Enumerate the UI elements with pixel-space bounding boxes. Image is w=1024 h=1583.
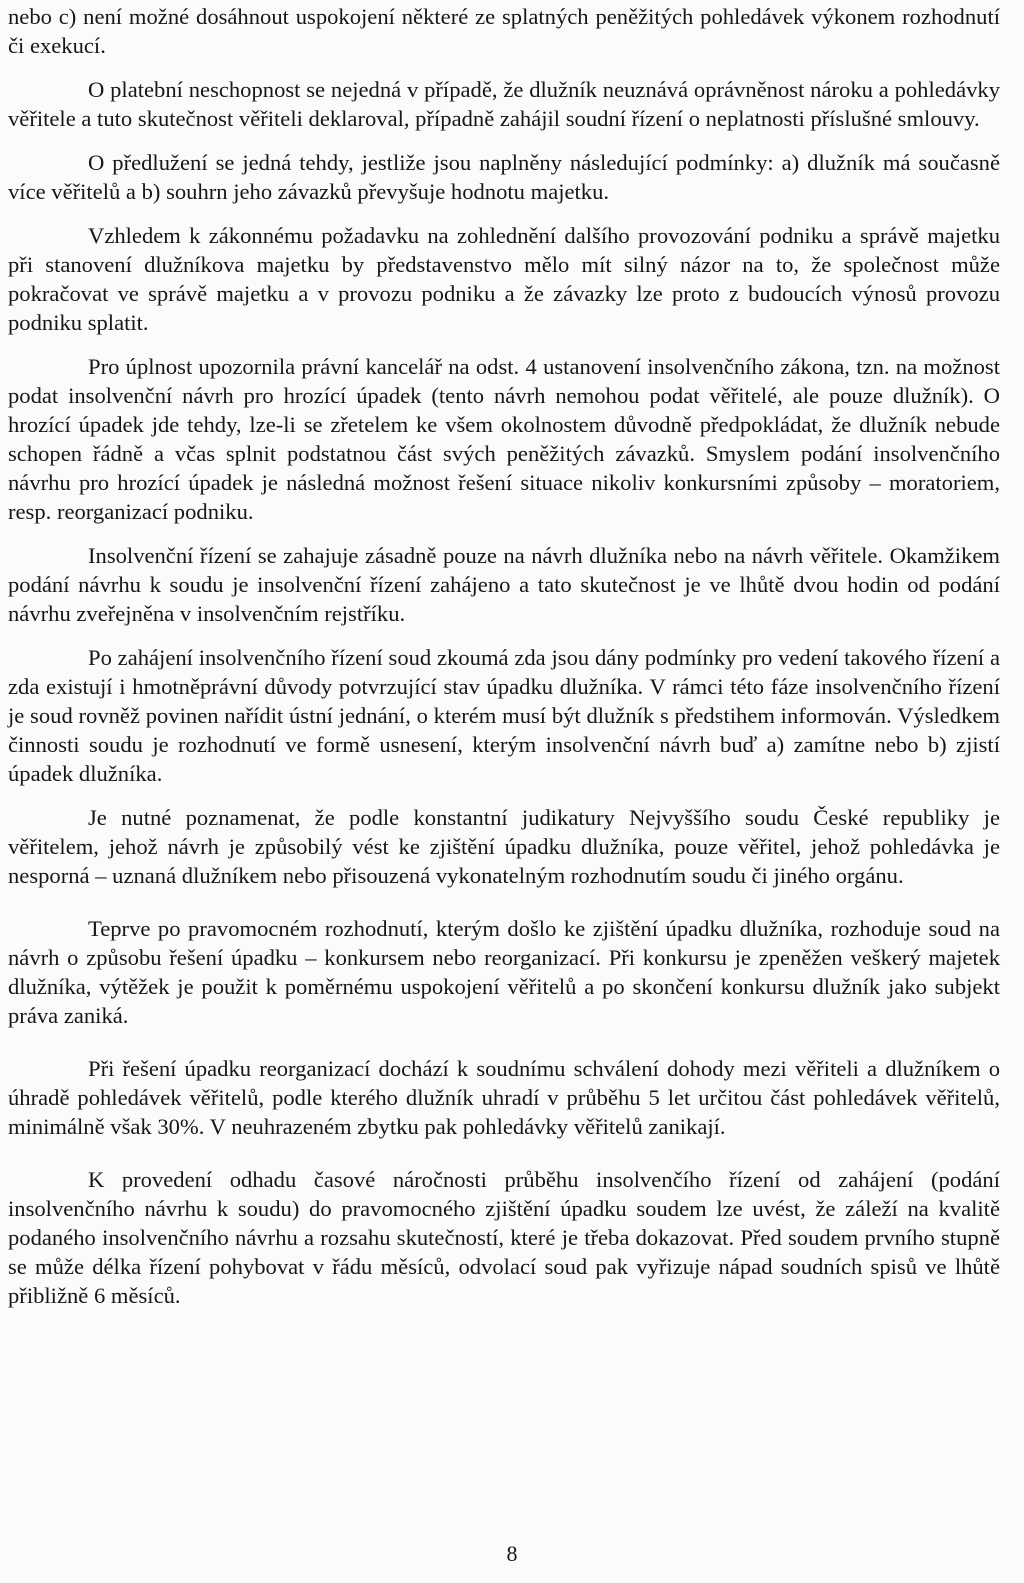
- paragraph-8: Je nutné poznamenat, že podle konstantní judikatury Nejvyššího soudu České republiky je věřitelem, jehož návrh je způsobilý vést ke zjištění úpadku dlužníka, pouze věřitel, jehož pohledávka je nesporná – uznaná dlužníkem nebo přisouzená vykonatelným rozhodnutím soudu či jiného orgánu.: [8, 805, 1000, 888]
- paragraph-7: Po zahájení insolvenčního řízení soud zkoumá zda jsou dány podmínky pro vedení takového řízení a zda existují i hmotněprávní důvody potvrzující stav úpadku dlužníka. V rámci této fáze insolvenčního řízení je soud rovněž povinen nařídit ústní jednání, o kterém musí být dlužník s předstihem informován. Výsledkem činnosti soudu je rozhodnutí ve formě usnesení, kterým insolvenční návrh buď a) zamítne nebo b) zjistí úpadek dlužníka.: [8, 645, 1000, 786]
- paragraph-9: Teprve po pravomocném rozhodnutí, kterým došlo ke zjištění úpadku dlužníka, rozhoduje soud na návrh o způsobu řešení úpadku – konkursem nebo reorganizací. Při konkursu je zpeněžen veškerý majetek dlužníka, výtěžek je použit k poměrnému uspokojení věřitelů a po skončení konkursu dlužník jako subjekt práva zaniká.: [8, 916, 1000, 1028]
- paragraph-10: Při řešení úpadku reorganizací dochází k soudnímu schválení dohody mezi věřiteli a dlužníkem o úhradě pohledávek věřitelů, podle kterého dlužník uhradí v průběhu 5 let určitou část pohledávek věřitelů, minimálně však 30%. V neuhrazeném zbytku pak pohledávky věřitelů zanikají.: [8, 1056, 1000, 1139]
- paragraph-1: nebo c) není možné dosáhnout uspokojení některé ze splatných peněžitých pohledávek výkonem rozhodnutí či exekucí.: [8, 4, 1000, 58]
- paragraph-5: Pro úplnost upozornila právní kancelář na odst. 4 ustanovení insolvenčního zákona, tzn. na možnost podat insolvenční návrh pro hrozící úpadek (tento návrh nemohou podat věřitelé, ale pouze dlužník). O hrozící úpadek jde tehdy, lze-li se zřetelem ke všem okolnostem důvodně předpokládat, že dlužník nebude schopen řádně a včas splnit podstatnou část svých peněžitých závazků. Smyslem podání insolvenčního návrhu pro hrozící úpadek je následná možnost řešení situace nikoliv konkursními způsoby – moratoriem, resp. reorganizací podniku.: [8, 354, 1000, 524]
- paragraph-11: K provedení odhadu časové náročnosti průběhu insolvenčího řízení od zahájení (podání insolvenčního návrhu k soudu) do pravomocného zjištění úpadku soudem lze uvést, že záleží na kvalitě podaného insolvenčního návrhu a rozsahu skutečností, které je třeba dokazovat. Před soudem prvního stupně se může délka řízení pohybovat v řádu měsíců, odvolací soud pak vyřizuje nápad soudních spisů ve lhůtě přibližně 6 měsíců.: [8, 1167, 1000, 1308]
- page-number: 8: [506, 1541, 518, 1566]
- paragraph-3: O předlužení se jedná tehdy, jestliže jsou naplněny následující podmínky: a) dlužník má současně více věřitelů a b) souhrn jeho závazků převyšuje hodnotu majetku.: [8, 150, 1000, 204]
- paragraph-2: O platební neschopnost se nejedná v případě, že dlužník neuznává oprávněnost nároku a pohledávky věřitele a tuto skutečnost věřiteli deklaroval, případně zahájil soudní řízení o neplatnosti příslušné smlouvy.: [8, 77, 1000, 131]
- paragraph-6: Insolvenční řízení se zahajuje zásadně pouze na návrh dlužníka nebo na návrh věřitele. Okamžikem podání návrhu k soudu je insolvenční řízení zahájeno a tato skutečnost je ve lhůtě dvou hodin od podání návrhu zveřejněna v insolvenčním rejstříku.: [8, 543, 1000, 626]
- body-text: [8, 2, 1000, 1325]
- paragraph-4: Vzhledem k zákonnému požadavku na zohlednění dalšího provozování podniku a správě majetku při stanovení dlužníkova majetku by představenstvo mělo mít silný názor na to, že společnost může pokračovat ve správě majetku a v provozu podniku a že závazky lze proto z budoucích výnosů provozu podniku splatit.: [8, 223, 1000, 335]
